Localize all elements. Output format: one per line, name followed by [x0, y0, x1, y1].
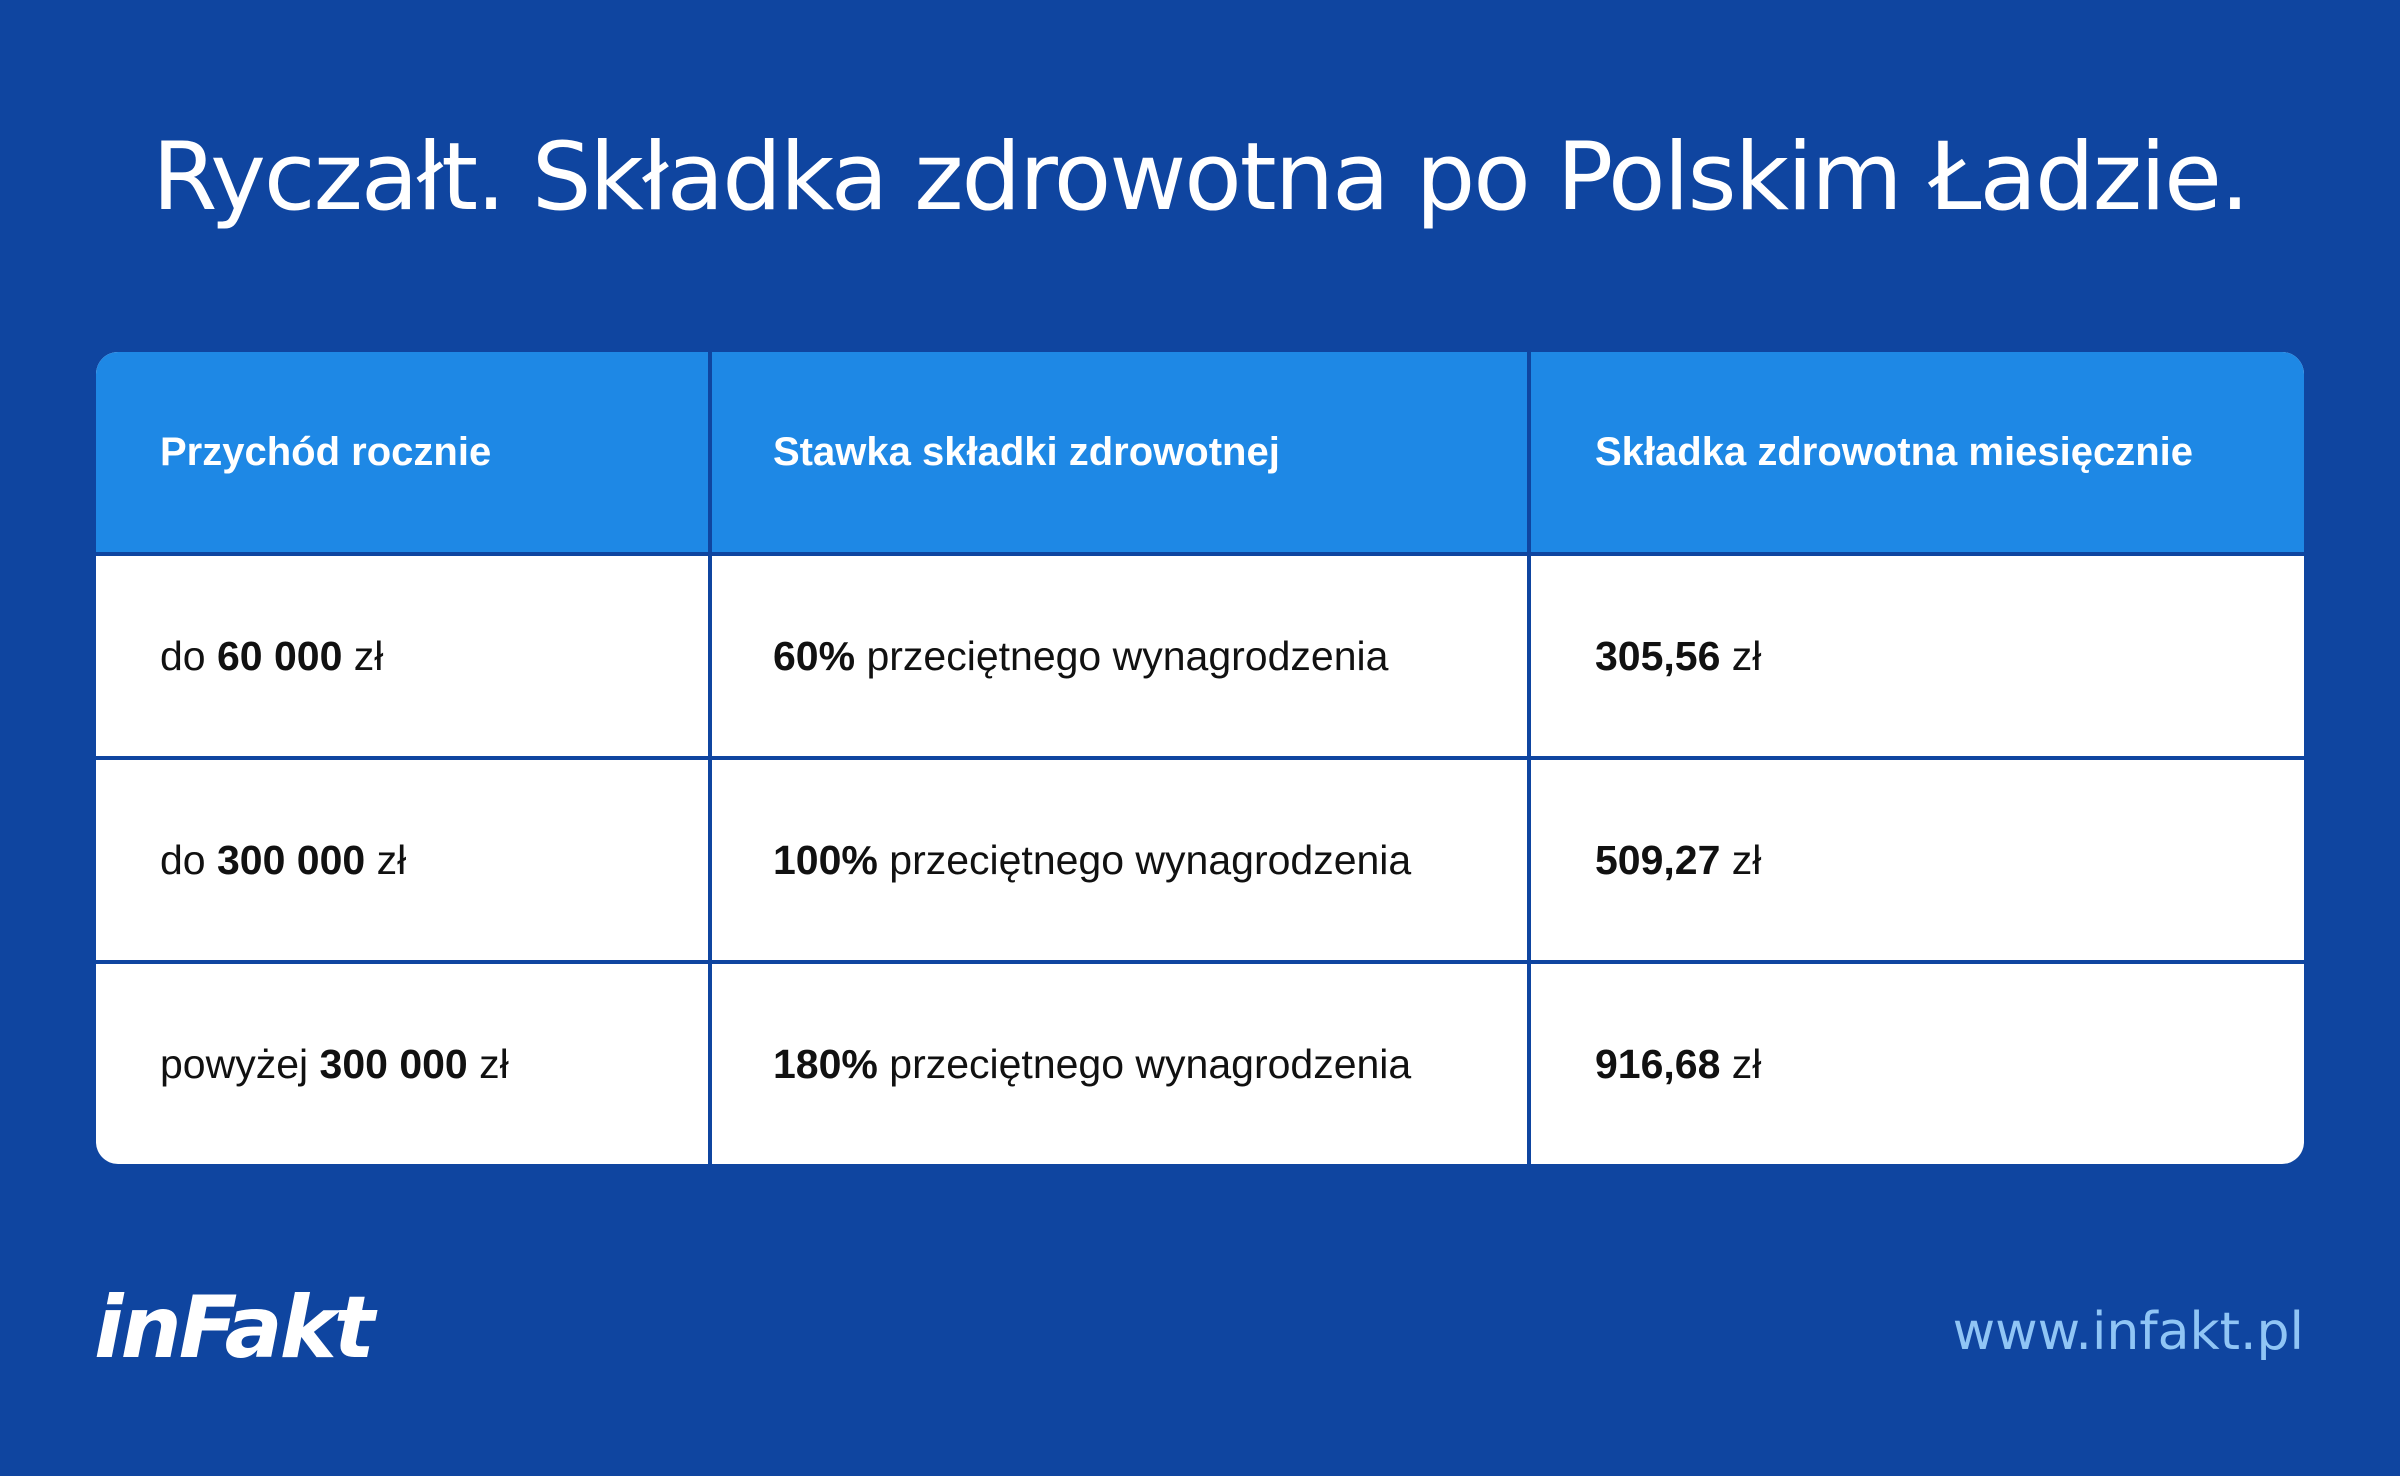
rate-suffix: przeciętnego wynagrodzenia	[855, 632, 1389, 679]
income-cell	[160, 556, 383, 756]
monthly-amount: 509,27	[1595, 836, 1721, 883]
column-divider	[1527, 352, 1531, 1164]
income-cell	[160, 760, 406, 960]
income-suffix: zł	[365, 836, 407, 883]
header-income: Przychód rocznie	[160, 429, 492, 474]
table-row	[96, 964, 2304, 1164]
monthly-amount: 916,68	[1595, 1040, 1721, 1087]
income-amount: 300 000	[217, 836, 366, 883]
income-suffix: zł	[467, 1040, 509, 1087]
monthly-suffix: zł	[1720, 1040, 1762, 1087]
monthly-cell	[1595, 556, 1761, 756]
rate-cell	[773, 556, 1388, 756]
website-url: www.infakt.pl	[1952, 1302, 2304, 1362]
income-prefix: do	[160, 632, 217, 679]
rate-cell	[773, 964, 1411, 1164]
income-cell	[160, 964, 509, 1164]
monthly-suffix: zł	[1720, 836, 1762, 883]
income-amount: 60 000	[217, 632, 343, 679]
row-divider	[96, 960, 2304, 964]
table-row	[96, 556, 2304, 756]
header-rate: Stawka składki zdrowotnej	[773, 429, 1280, 474]
rate-suffix: przeciętnego wynagrodzenia	[877, 836, 1412, 883]
monthly-cell	[1595, 964, 1761, 1164]
income-suffix: zł	[342, 632, 384, 679]
column-divider	[708, 352, 712, 1164]
table-row	[96, 760, 2304, 960]
monthly-suffix: zł	[1720, 632, 1762, 679]
table-header-row	[96, 352, 2304, 552]
rate-percent: 180%	[773, 1040, 878, 1087]
income-prefix: powyżej	[160, 1040, 320, 1087]
monthly-amount: 305,56	[1595, 632, 1721, 679]
rate-suffix: przeciętnego wynagrodzenia	[877, 1040, 1412, 1087]
rate-percent: 100%	[773, 836, 878, 883]
infakt-logo: inFakt	[94, 1278, 372, 1378]
rate-percent: 60%	[773, 632, 856, 679]
row-divider	[96, 552, 2304, 556]
header-monthly: Składka zdrowotna miesięcznie	[1595, 429, 2193, 474]
health-contribution-table	[96, 352, 2304, 1164]
page-title: Ryczałt. Składka zdrowotna po Polskim Ładzie.	[152, 123, 2248, 232]
rate-cell	[773, 760, 1411, 960]
income-prefix: do	[160, 836, 217, 883]
row-divider	[96, 756, 2304, 760]
monthly-cell	[1595, 760, 1761, 960]
income-amount: 300 000	[319, 1040, 468, 1087]
